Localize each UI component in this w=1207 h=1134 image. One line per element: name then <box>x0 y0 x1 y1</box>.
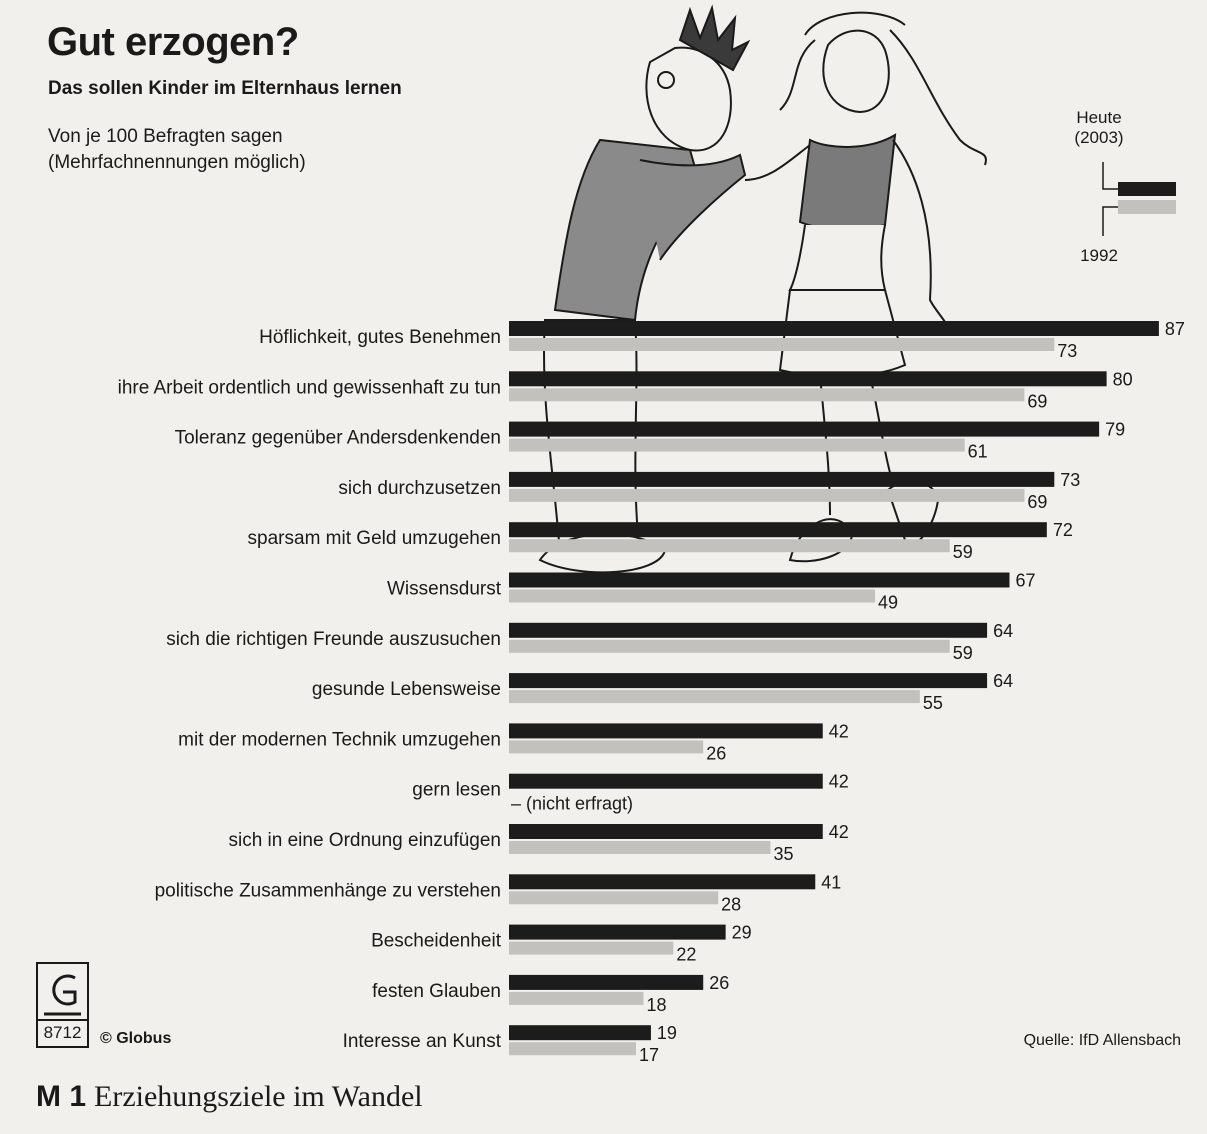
bar-2003 <box>509 422 1099 437</box>
legend-connector-1992 <box>1103 207 1118 236</box>
logo-number: 8712 <box>38 1019 87 1046</box>
value-label-2003: 72 <box>1052 520 1073 541</box>
figure-caption <box>36 1080 423 1114</box>
value-label-1992: 35 <box>773 844 794 864</box>
legend-swatch-2003 <box>1118 182 1176 196</box>
category-label: Wissensdurst <box>386 578 501 600</box>
legend-1992-label: 1992 <box>1080 246 1118 265</box>
bar-2003 <box>509 673 987 688</box>
value-label-1992: 26 <box>706 743 727 764</box>
bar-2003 <box>509 975 703 990</box>
bar-2003 <box>509 723 823 738</box>
value-label-1992: 18 <box>646 994 667 1015</box>
caption-text: Erziehungsziele im Wandel <box>94 1080 423 1113</box>
note-line-1: Von je 100 Befragten sagen <box>48 126 283 147</box>
value-label-2003: 73 <box>1060 469 1081 490</box>
girl-arm-left <box>745 145 810 180</box>
girl-head <box>823 31 889 112</box>
category-label: sich in eine Ordnung einzufügen <box>228 830 501 851</box>
value-label-2003: 64 <box>993 671 1014 692</box>
category-label: gesunde Lebensweise <box>311 679 501 701</box>
value-label-1992: 55 <box>922 693 943 714</box>
bar-1992 <box>509 891 718 904</box>
category-label: Höflichkeit, gutes Benehmen <box>259 327 501 348</box>
globus-g-icon <box>38 964 87 1019</box>
value-label-2003: 79 <box>1105 419 1126 440</box>
legend-heute-word: Heute <box>1076 108 1122 127</box>
bar-1992 <box>509 388 1024 401</box>
legend-swatch-1992 <box>1118 200 1176 214</box>
value-label-1992: 61 <box>967 441 988 462</box>
value-label-1992: 73 <box>1057 341 1078 361</box>
bar-1992 <box>509 489 1024 502</box>
bar-2003 <box>509 522 1047 537</box>
girl-arm-right <box>893 140 950 330</box>
value-label-1992: 17 <box>638 1045 660 1066</box>
bar-2003 <box>509 623 987 638</box>
bar-2003 <box>509 874 815 889</box>
bar-1992 <box>509 539 950 552</box>
value-label-1992: 59 <box>952 542 973 563</box>
source-note: Quelle: IfD Allensbach <box>1023 1032 1181 1049</box>
category-label: sich die richtigen Freunde auszusuchen <box>166 628 501 650</box>
bar-2003 <box>509 1025 651 1040</box>
value-label-1992: 69 <box>1027 391 1048 412</box>
bar-1992 <box>509 942 673 955</box>
bar-1992 <box>509 992 643 1005</box>
category-label: politische Zusammenhänge zu verstehen <box>154 880 501 902</box>
category-label: Bescheidenheit <box>371 930 501 952</box>
value-label-1992-not-asked: – (nicht erfragt) <box>511 793 634 814</box>
bar-2003 <box>509 472 1054 487</box>
bar-1992 <box>509 690 920 703</box>
legend-connector-2003 <box>1103 162 1118 189</box>
copyright: © Globus <box>100 1030 172 1047</box>
category-label: ihre Arbeit ordentlich und gewissenhaft zu tun <box>117 377 501 399</box>
caption-label: M 1 <box>36 1080 87 1113</box>
category-label: sparsam mit Geld umzugehen <box>247 528 501 550</box>
value-label-2003: 87 <box>1164 319 1185 339</box>
bar-1992 <box>509 338 1054 351</box>
bar-1992 <box>509 590 875 603</box>
category-label: mit der modernen Technik umzugehen <box>178 729 501 751</box>
value-label-1992: 69 <box>1027 491 1048 512</box>
bar-1992 <box>509 841 770 854</box>
value-label-2003: 42 <box>828 771 849 792</box>
bar-1992 <box>509 740 703 753</box>
note-line-2: (Mehrfachnennungen möglich) <box>48 152 306 173</box>
boy-ear <box>658 72 674 88</box>
bar-2003 <box>509 925 726 940</box>
bar-2003 <box>509 573 1009 588</box>
category-label: festen Glauben <box>372 980 501 1002</box>
category-label: Interesse an Kunst <box>342 1031 501 1053</box>
boy-legs <box>544 320 640 555</box>
legend-swatches <box>1103 162 1176 236</box>
girl-waist <box>790 225 885 290</box>
bars-group <box>118 319 1185 1065</box>
chart-subtitle: Das sollen Kinder im Elternhaus lernen <box>48 78 402 99</box>
value-label-2003: 42 <box>828 721 849 742</box>
boy-head <box>646 48 731 151</box>
value-label-2003: 80 <box>1112 369 1133 390</box>
category-label: gern lesen <box>412 779 501 801</box>
value-label-2003: 29 <box>731 922 752 943</box>
bar-2003 <box>509 824 823 839</box>
value-label-2003: 41 <box>821 872 842 893</box>
value-label-2003: 67 <box>1015 570 1036 591</box>
value-label-1992: 28 <box>721 894 742 915</box>
value-label-2003: 19 <box>656 1023 677 1044</box>
bar-2003 <box>509 371 1107 386</box>
value-label-1992: 22 <box>676 944 697 965</box>
category-label: sich durchzusetzen <box>338 477 501 499</box>
bar-1992 <box>509 640 950 653</box>
bar-1992 <box>509 1042 636 1055</box>
girl-top <box>800 135 895 230</box>
bar-2003 <box>509 321 1159 336</box>
legend-heute-year: (2003) <box>1074 128 1124 147</box>
value-label-2003: 26 <box>709 972 730 993</box>
value-label-1992: 59 <box>952 642 973 663</box>
couple-illustration <box>540 8 986 572</box>
value-label-2003: 64 <box>993 620 1014 641</box>
bar-2003 <box>509 774 823 789</box>
value-label-1992: 49 <box>878 592 899 613</box>
chart-title: Gut erzogen? <box>47 20 299 64</box>
bar-1992 <box>509 439 965 452</box>
category-label: Toleranz gegenüber Andersdenkenden <box>174 427 501 449</box>
value-label-2003: 42 <box>828 822 849 842</box>
globus-logo <box>36 962 89 1048</box>
